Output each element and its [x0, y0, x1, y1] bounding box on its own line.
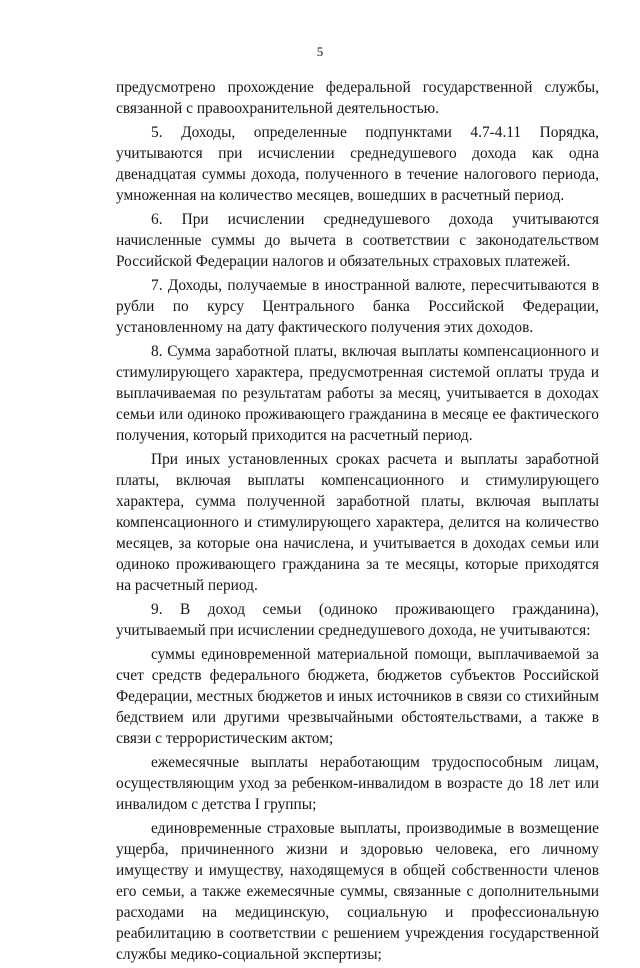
paragraph-item-8: 8. Сумма заработной платы, включая выплаты компенсационного и стимулирующего характера, предусмотренная системой оплаты труда и выплачиваемая по результатам работы за месяц, учитывается в доходах семьи или одиноко проживающего гражданина в месяце ее фактического получения, который приходится на расчетный период.	[116, 342, 599, 444]
paragraph-item-9-care-payments: ежемесячные выплаты неработающим трудоспособным лицам, осуществляющим уход за ребенком-инвалидом в возрасте до 18 лет или инвалидом с детства I группы;	[116, 753, 599, 813]
paragraph-continuation: предусмотрено прохождение федеральной государственной службы, связанной с правоохранительной деятельностью.	[116, 79, 599, 118]
paragraph-item-8-continued: При иных установленных сроках расчета и выплаты заработной платы, включая выплаты компенсационного и стимулирующего характера, сумма полученной заработной платы, включая выплаты компенсационного и стимулирующего характера, делится на количество месяцев, за которые она начислена, и учитывается в доходах семьи или одиноко проживающего гражданина за те месяцы, которые приходятся на расчетный период.	[116, 450, 599, 595]
page-number: 5	[316, 44, 324, 59]
document-body	[116, 77, 599, 968]
paragraph-item-9-emergency-aid: суммы единовременной материальной помощи, выплачиваемой за счет средств федерального бюджета, бюджетов субъектов Российской Федерации, местных бюджетов и иных источников в связи со стихийным бедствием или другими чрезвычайными обстоятельствами, а также в связи с террористическим актом;	[116, 645, 599, 747]
paragraph-item-6: 6. При исчислении среднедушевого дохода учитываются начисленные суммы до вычета в соответствии с законодательством Российской Федерации налогов и обязательных страховых платежей.	[116, 210, 599, 270]
paragraph-item-9: 9. В доход семьи (одиноко проживающего гражданина), учитываемый при исчислении среднедушевого дохода, не учитываются:	[116, 600, 599, 639]
paragraph-item-7: 7. Доходы, получаемые в иностранной валюте, пересчитываются в рубли по курсу Центрального банка Российской Федерации, установленному на дату фактического получения этих доходов.	[116, 276, 599, 336]
paragraph-item-5: 5. Доходы, определенные подпунктами 4.7-4.11 Порядка, учитываются при исчислении среднедушевого дохода как одна двенадцатая суммы дохода, полученного в течение налогового периода, умноженная на количество месяцев, вошедших в расчетный период.	[116, 123, 599, 205]
paragraph-item-9-insurance-payments: единовременные страховые выплаты, производимые в возмещение ущерба, причиненного жизни и здоровью человека, его личному имуществу и имуществу, находящемуся в общей собственности членов его семьи, а также ежемесячные суммы, связанные с дополнительными расходами на медицинскую, социальную и профессиональную реабилитацию в соответствии с решением учреждения государственной службы медико-социальной экспертизы;	[116, 819, 599, 964]
